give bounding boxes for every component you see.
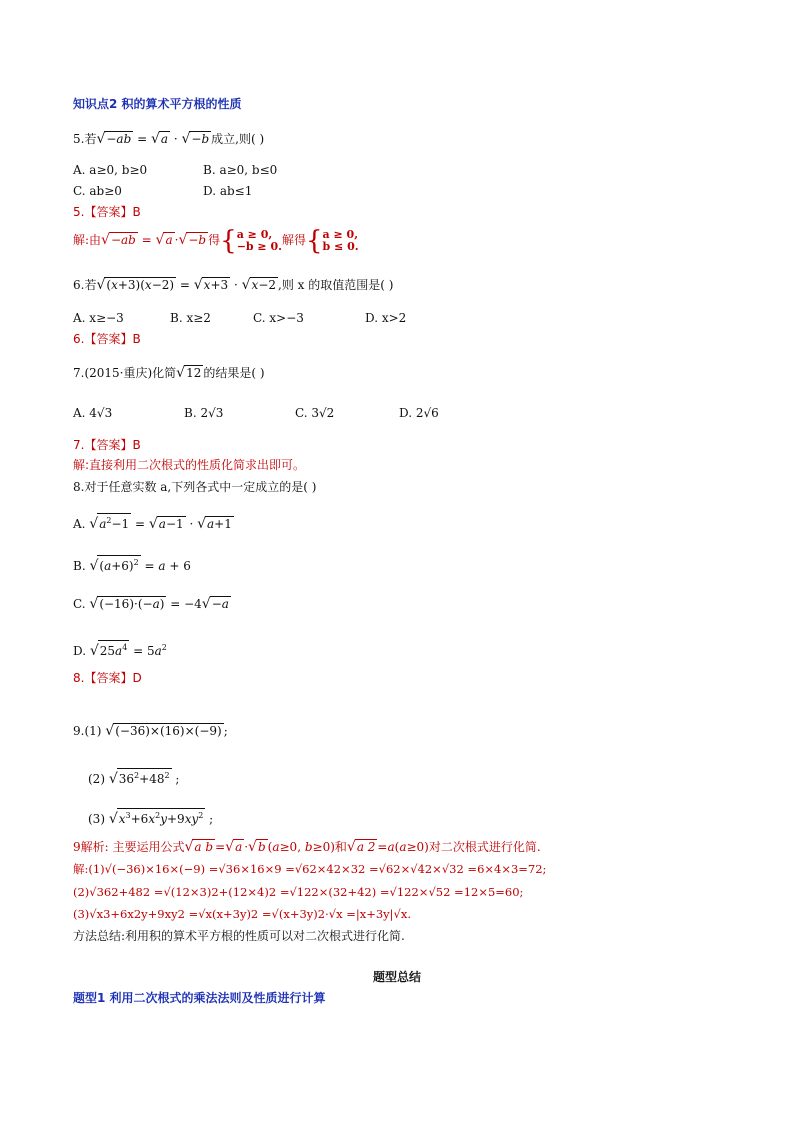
question-5-options	[73, 162, 277, 178]
question-6-options	[73, 310, 406, 326]
answer-8: 8.【答案】D	[73, 671, 142, 685]
question-6-stem: 6.若√(x+3)(x−2) = √x+3 · √x−2 ,则 x 的取值范围是( )	[73, 277, 394, 293]
answer-7: 7.【答案】B	[73, 438, 141, 452]
analysis-9: 9解析: 主要运用公式√a b =√a ·√b (a≥0, b≥0)和√a 2 =a(a≥0)对二次根式进行化简.	[73, 839, 541, 855]
option-a: A. a≥0, b≥0	[73, 163, 148, 177]
option-c: C. x>−3	[253, 311, 304, 325]
option-d: D. x>2	[365, 311, 407, 325]
option-b: B. $√(a+6)^2 = a + 6$	[73, 555, 191, 574]
option-c: C. ab≥0	[73, 184, 122, 198]
summary-title: 题型总结	[372, 970, 421, 984]
option-b: B. x≥2	[170, 311, 211, 325]
question-7-options	[73, 405, 439, 421]
answer-6: 6.【答案】B	[73, 332, 141, 346]
question-7-stem: 7.(2015·重庆)化简√12 的结果是( )	[73, 365, 265, 381]
option-a: A. $√a^2-1 = √a-1 \cdot √a+1$	[73, 513, 234, 532]
type-1-title: 题型1 利用二次根式的乘法法则及性质进行计算	[73, 991, 326, 1005]
solution-7: 解:直接利用二次根式的性质化简求出即可。	[73, 458, 306, 472]
option-d: D. $√25a^4 = 5a^2$	[73, 640, 167, 659]
method-summary-9: 方法总结:利用积的算术平方根的性质可以对二次根式进行化简.	[73, 929, 405, 943]
option-d: D. 2√6	[399, 406, 439, 420]
question-5-options-row2	[73, 183, 252, 199]
answer-5: 5.【答案】B	[73, 205, 141, 219]
solution-9-part2: (2)√362+482 =√(12×3)2+(12×4)2 =√122×(32+42) =√122×√52 =12×5=60;	[73, 885, 524, 899]
option-b: B. a≥0, b≤0	[203, 163, 278, 177]
solution-9-part3: (3)√x3+6x2y+9xy2 =√x(x+3y)2 =√(x+3y)2·√x =|x+3y|√x.	[73, 907, 412, 921]
option-c: C. √(−16)·(−a) = −4√−a	[73, 596, 229, 612]
option-a: A. 4√3	[73, 406, 113, 420]
question-9-part3: (3) $√x^3+6x^2y+9xy^2$ ;	[88, 808, 213, 827]
solution-9-part1: 解:(1)√(−36)×16×(−9) =√36×16×9 =√62×42×32 =√62×√42×√32 =6×4×3=72;	[73, 862, 547, 876]
option-b: B. 2√3	[184, 406, 224, 420]
question-9-part2: (2) $√36^2+48^2$ ;	[88, 768, 179, 787]
option-d: D. ab≤1	[203, 184, 253, 198]
question-5-stem: 5.若√−ab = √a · √−b 成立,则( )	[73, 131, 265, 147]
option-a: A. x≥−3	[73, 311, 124, 325]
option-c: C. 3√2	[295, 406, 335, 420]
section-title: 知识点2 积的算术平方根的性质	[73, 97, 242, 111]
question-8-stem: 8.对于任意实数 a,下列各式中一定成立的是( )	[73, 480, 317, 494]
solution-5: 解:由√−ab = √a ·√−b 得{a ≥ 0, −b ≥ 0.解得{a ≥ 0, b ≤ 0.	[73, 225, 359, 256]
question-9-part1: 9.(1) √(−36)×(16)×(−9) ;	[73, 723, 228, 739]
